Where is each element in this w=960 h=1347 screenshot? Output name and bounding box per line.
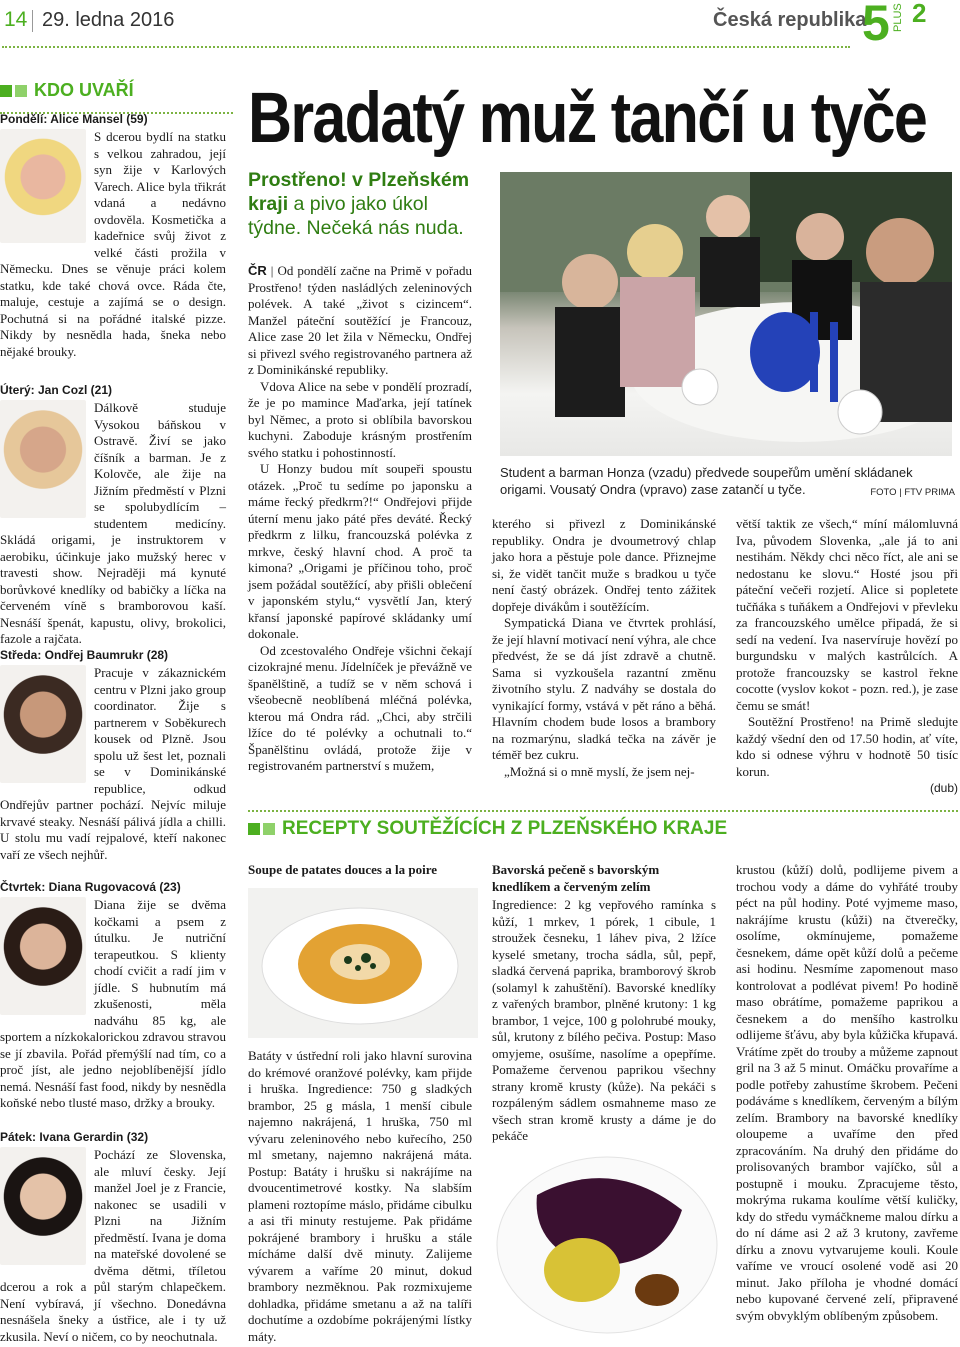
page-number: 14	[4, 8, 28, 31]
cook-portrait	[0, 129, 86, 243]
recipes-title: RECEPTY SOUTĚŽÍCÍCH Z PLZEŇSKÉHO KRAJE	[282, 818, 728, 839]
article-paragraph: „Možná si o mně myslí, že jsem nej-	[504, 763, 695, 779]
cook-profile	[0, 1130, 226, 1345]
logo-plus: PLUS	[892, 3, 904, 32]
recipes-rule	[248, 810, 958, 812]
article-paragraph: U Honzy budou mít soupeři spoustu otázek. „Proč tu sedíme po japonsku a máme řecký předkrm?!“ Ondřejovi přijde úterní menu jako páté přes deváté. Řecký předkrm z lilku, francouzská polévka z mrkve, český hlavní chod. A proč ta kimona? „Origami je příčinou toho, proč jsem požádal soutěžící, aby přišli oblečení v japonském stylu,“ vysvětlí Jan, který křansí japonské papírové skládanky umí dokonale.	[248, 461, 472, 641]
header-dotted-rule	[2, 46, 850, 48]
cook-name: Středa: Ondřej Baumrukr (28)	[0, 648, 169, 662]
article-paragraph: Od zcestovalého Ondřeje všichni čekají cizokrajné menu. Jídelníček je převážně ve španělštině, a tudíž se v něm schová i všeobecně neoblíbená mléčná polévka, kterou má Ondra rád. „Chci, aby strčili lžíce do té polévky a ochutnali to.“ Španělštinu ovládá, protože žije v registrovaném partnerství s mužem,	[248, 642, 472, 773]
photo-credit: FOTO | FTV PRIMA	[870, 487, 955, 498]
cook-portrait	[0, 400, 86, 518]
sidebar-title-row	[0, 80, 233, 108]
lead-tag: ČR	[248, 263, 267, 278]
header-divider	[32, 10, 33, 32]
cook-portrait	[0, 1147, 86, 1265]
subhead-rest: a pivo jako úkol týdne. Nečeká nás nuda.	[248, 193, 464, 239]
photo-caption	[500, 464, 955, 501]
cook-bio-block	[0, 129, 226, 360]
issue-date: 29. ledna 2016	[42, 9, 175, 31]
cook-bio: Dálkově studuje Vysokou báňskou v Ostravě. Živí se jako číšník a barman. Je z Kolovče, ale žije na Jižním předměstí v Plzni se spolubydlícím – studentem medicíny. Skládá origami, je instruktorem v aerobiku, účinkuje jako mužský herec v travesti show. Nejraději má kynuté borůvkové knedlíky od babičky a líčka na červeném víně s bramborovou kaší. Nesnáší špenát, kapustu, olivy, brokolici, fazole a rajčata.	[0, 400, 226, 646]
cook-bio: Pracuje v zákaznickém centru v Plzni jako group coordinator. Žije s partnerem v Soběkurech kousek od Plzně. Jsou spolu už šest let, poznali se v Dominikánské republice, odkud Ondřejův partner pochází. Nejvíc miluje krvavé steaky. Nesnáší pálivá jídla a chilli. U stolu mu vadí rejpalové, kteří nakonec vaří ze všech nejhůř.	[0, 665, 226, 862]
recipe-soup-title: Soupe de patates douces a la poire	[248, 862, 437, 877]
green-square-icon	[15, 85, 27, 97]
cook-portrait	[0, 897, 86, 1015]
logo-superscript: 2	[912, 0, 927, 28]
cook-name: Pondělí: Alice Mansel (59)	[0, 112, 148, 126]
cook-profile	[0, 648, 226, 863]
cook-bio: Diana žije se dvěma kočkami a psem z útulku. Je nutriční terapeutkou. S klienty chodí cvičit a radí jim v jídle. S hubnutím má zkušenosti, měla nadváhu 85 kg, ale sportem a nízkokalorickou zdravou stravou se jí zbavila. Pořád přemýšlí nad tím, co a proč jíst, ale jedno nejoblíbenější jídlo nemá. Nesnáší fast food, nikdy by nesnědla koňské nebo tlusté maso, držky a brouky.	[0, 897, 227, 1110]
logo-number: 5	[862, 0, 890, 51]
recipe-pork-text-2: krustou (kůží) dolů, podlijeme pivem a trochou vody a dáme do vyhřáté trouby péct na půl hodiny. Poté vyjmeme maso, nakrájíme krustu (kůži) na čtverečky, osolíme, okmínujeme, pomažeme česnekem, dáme opět kůží dolů a pečeme asi hodinu. Nesmíme zapomenout maso kontrolovat a podlévat pivem! Po hodině maso obrátíme, pomažeme paprikou a česnekem a do menšího kastrolku odlijeme šťávu, aby byla kůžička křupavá. Vrátíme zpět do trouby a můžeme zapnout gril na 3 až 5 minut. Omáčku provaříme a podle potřeby zahustíme škrobem. Pečeni podáváme s knedlíkem, červeným a bílým zelím. Brambory na bavorské knedlíky oloupeme a uvaříme den před zpracováním. Na druhý den přidáme do prolisovaných brambor vajíčko, sůl a postupně i mouku. Zpracujeme těsto, mokrýma rukama koulíme větší kuličky, kdy do středu vymáčkneme malou dírku a do ní dáme asi 2 až 3 krutony, zavřeme dírku a znovu vytvarujeme kouli. Koule vaříme ve vroucí osolené vodě asi 20 minut. Jako příloha je vhodné domácí nebo kupované červené zelí, připravené svým obvyklým oblíbeným způsobem.	[736, 862, 958, 1323]
cook-name: Čtvrtek: Diana Rugovacová (23)	[0, 880, 181, 894]
cook-profile	[0, 112, 226, 360]
article-column-1	[248, 263, 472, 775]
soup-photo	[248, 888, 478, 1038]
pork-dish-illustration	[492, 1150, 722, 1340]
article-paragraph: Vdova Alice na sebe v pondělí prozradí, že je po mamince Maďarka, její tatínek byl Němec, a proto si oblíbila bavorskou kuchyni. Zaboduje krásným prostřením svého statku i pohostinností.	[248, 378, 472, 460]
article-column-3	[736, 516, 958, 797]
pork-photo	[492, 1150, 722, 1340]
recipes-title-row	[248, 810, 958, 840]
green-square-icon	[0, 85, 12, 97]
cook-bio-block	[0, 400, 226, 648]
article-signature: (dub)	[929, 781, 958, 795]
article-subhead	[248, 168, 483, 240]
article-paragraph: ČR | Od pondělí začne na Primě v pořadu Prostřeno! týden nasládlých zeleninových polévek. A také „život s cizincem“. Manžel páteční soutěžící je Francouz, Alice zase 20 let žila v Německu, Ondřej si přivezl svého registrovaného partnera až z Dominikánské republiky.	[248, 263, 473, 377]
green-square-icon	[263, 823, 275, 835]
sidebar-title: KDO UVAŘÍ	[34, 80, 134, 100]
cook-profile	[0, 383, 226, 648]
cook-profile	[0, 880, 226, 1112]
cook-portrait	[0, 665, 86, 783]
article-column-2	[492, 516, 716, 780]
page-header	[0, 0, 960, 52]
article-paragraph: kterého si přivezl z Dominikánské republiky. Ondra je dvoumetrový chlap jako hora a pěstuje pole dance. Přiznejme si, že vidět tančit muže s bradkou u tyče není častý obrázek. Ondřej tento zážitek dopřeje divákům i soutěžícím.	[492, 516, 716, 614]
article-paragraph: Soutěžní Prostřeno! na Primě sledujte každý všední den od 17.50 hodin, ať víte, kdo si odnese výhru v hodnotě 50 tisíc korun.	[736, 714, 958, 779]
cook-name: Pátek: Ivana Gerardin (32)	[0, 1130, 149, 1144]
cook-bio-block	[0, 1147, 226, 1345]
photo-caption-text: Student a barman Honza (vzadu) předvede soupeřům umění skládanek origami. Vousatý Ondra (vpravo) zase zatančí u tyče.	[500, 465, 913, 497]
green-square-icon	[248, 823, 260, 835]
article-headline: Bradatý muž tančí u tyče	[248, 79, 927, 158]
main-photo	[500, 172, 952, 456]
article-paragraph: Sympatická Diana ve čtvrtek prohlásí, že její hlavní motivací není výhra, ale chce předvést, že se dá jíst zdravě a chutně. Sama si vyzkoušela razantní změnu životního stylu. Z nadváhy se dostala do vynikající formy, vstává v pět ráno a běhá. Hlavním chodem bude losos a brambory na rozmarýnu, sladká tečka na závěr je téměř bez cukru.	[492, 615, 716, 762]
recipe-soup-text: Batáty v ústřední roli jako hlavní surovina do krémové oranžové polévky, kam přijde i hruška. Ingredience: 750 g sladkých brambor, 25 g másla, 1 menší cibule najemno nakrájená, 1 hruška, 750 ml vývaru zeleninového nebo kuřecího, 250 ml smetany, najemno nakrájená máta. Postup: Batáty i hrušku si nakrájíme na dvoucentimetrové kostky. Na slabším plameni roztopíme máslo, přidáme cibulku a asi tři minuty restujeme. Pak přidáme pokrájené brambory i hrušku a stále mícháme další dvě minuty. Zalijeme vývarem a vaříme 20 minut, dokud brambory nezměknou. Pak rozmixujeme dohladka, přidáme smetanu a až na talíři dochutíme a ozdobíme pokrájenými lístky máty.	[248, 1048, 472, 1344]
article-paragraph: větší taktik ze všech,“ míní málomluvná Iva, původem Slovenka, „ale já to ani nestihám. Někdy chci něco říct, ale ani se nedostanu ke slovu.“ Hosté jsou při páteční večeři rozjetí. Alice si popletete tučňáka s tuňákem a Ondřejovi v převleku za francouzského umělce připadá, že si sedí na vedení. Iva naservíruje hovězí po burgundsku v malých kastrůlcích. A protože francouzsky se kastrol řekne cocotte (vyslov kokot - pozn. red.), je zase čemu se smát!	[736, 516, 958, 713]
cook-bio-block	[0, 897, 226, 1112]
section-logo	[860, 0, 960, 50]
dinner-scene-illustration	[500, 172, 952, 456]
subhead-bold: Prostřeno! v Plzeňském kraji	[248, 169, 470, 215]
cook-bio: S dcerou bydlí na statku s velkou zahradou, její syn žije v Karlových Varech. Alice byla třikrát vdaná a nedávno ovdověla. Kosmetička a kadeřnice svůj život z velké části prožila v Německu. Dnes se věnuje práci kolem statku, kde také chová ovce. Ráda čte, maluje, cestuje a zajímá se o design. Pochutná si na pořádné italské pizze. Nikdy by nesnědla hada, šneka nebo nějaké brouky.	[0, 129, 226, 359]
cook-name: Úterý: Jan Cozl (21)	[0, 383, 113, 397]
soup-bowl-illustration	[248, 888, 478, 1038]
section-name: Česká republika	[713, 9, 867, 31]
cook-bio: Pochází ze Slovenska, ale mluví česky. Její manžel Joel je z Francie, nakonec se usadili v Plzni na Jižním předměstí. Ivana je doma na mateřské dovolené se dvěma dětmi, tříletou dcerou a rok a půl starým chlapečkem. Není vybíravá, jí všechno. Donedávna nesnášela šneky a ústřice, ale i ty už zkusila. Neví o ničem, co by neochutnala.	[0, 1147, 226, 1344]
cook-bio-block	[0, 665, 226, 863]
recipe-pork-text-1: Ingredience: 2 kg vepřového ramínka s kůží, 1 mrkev, 1 pórek, 1 cibule, 1 stroužek česneku, 1 láhev piva, 2 lžíce kyselé smetany, trocha sádla, sůl, pepř, sladká červená paprika, bramborový škrob (solamyl k zahuštění). Bavorské knedlíky z vařených brambor, plněné krutony: 1 kg brambor, 1 vejce, 100 g polohrubé mouky, sůl, krutony z bílého pečiva. Postup: Maso omyjeme, osušíme, nasolíme a opepříme. Pomažeme červenou paprikou všechny strany kromě krusty (kůže). Na pekáči s rozpáleným sádlem osmahneme maso ze všech stran kromě krusty a dáme je do pekáče	[492, 897, 716, 1143]
recipe-pork-title: Bavorská pečeně s bavorským knedlíkem a červeným zelím	[492, 862, 660, 894]
